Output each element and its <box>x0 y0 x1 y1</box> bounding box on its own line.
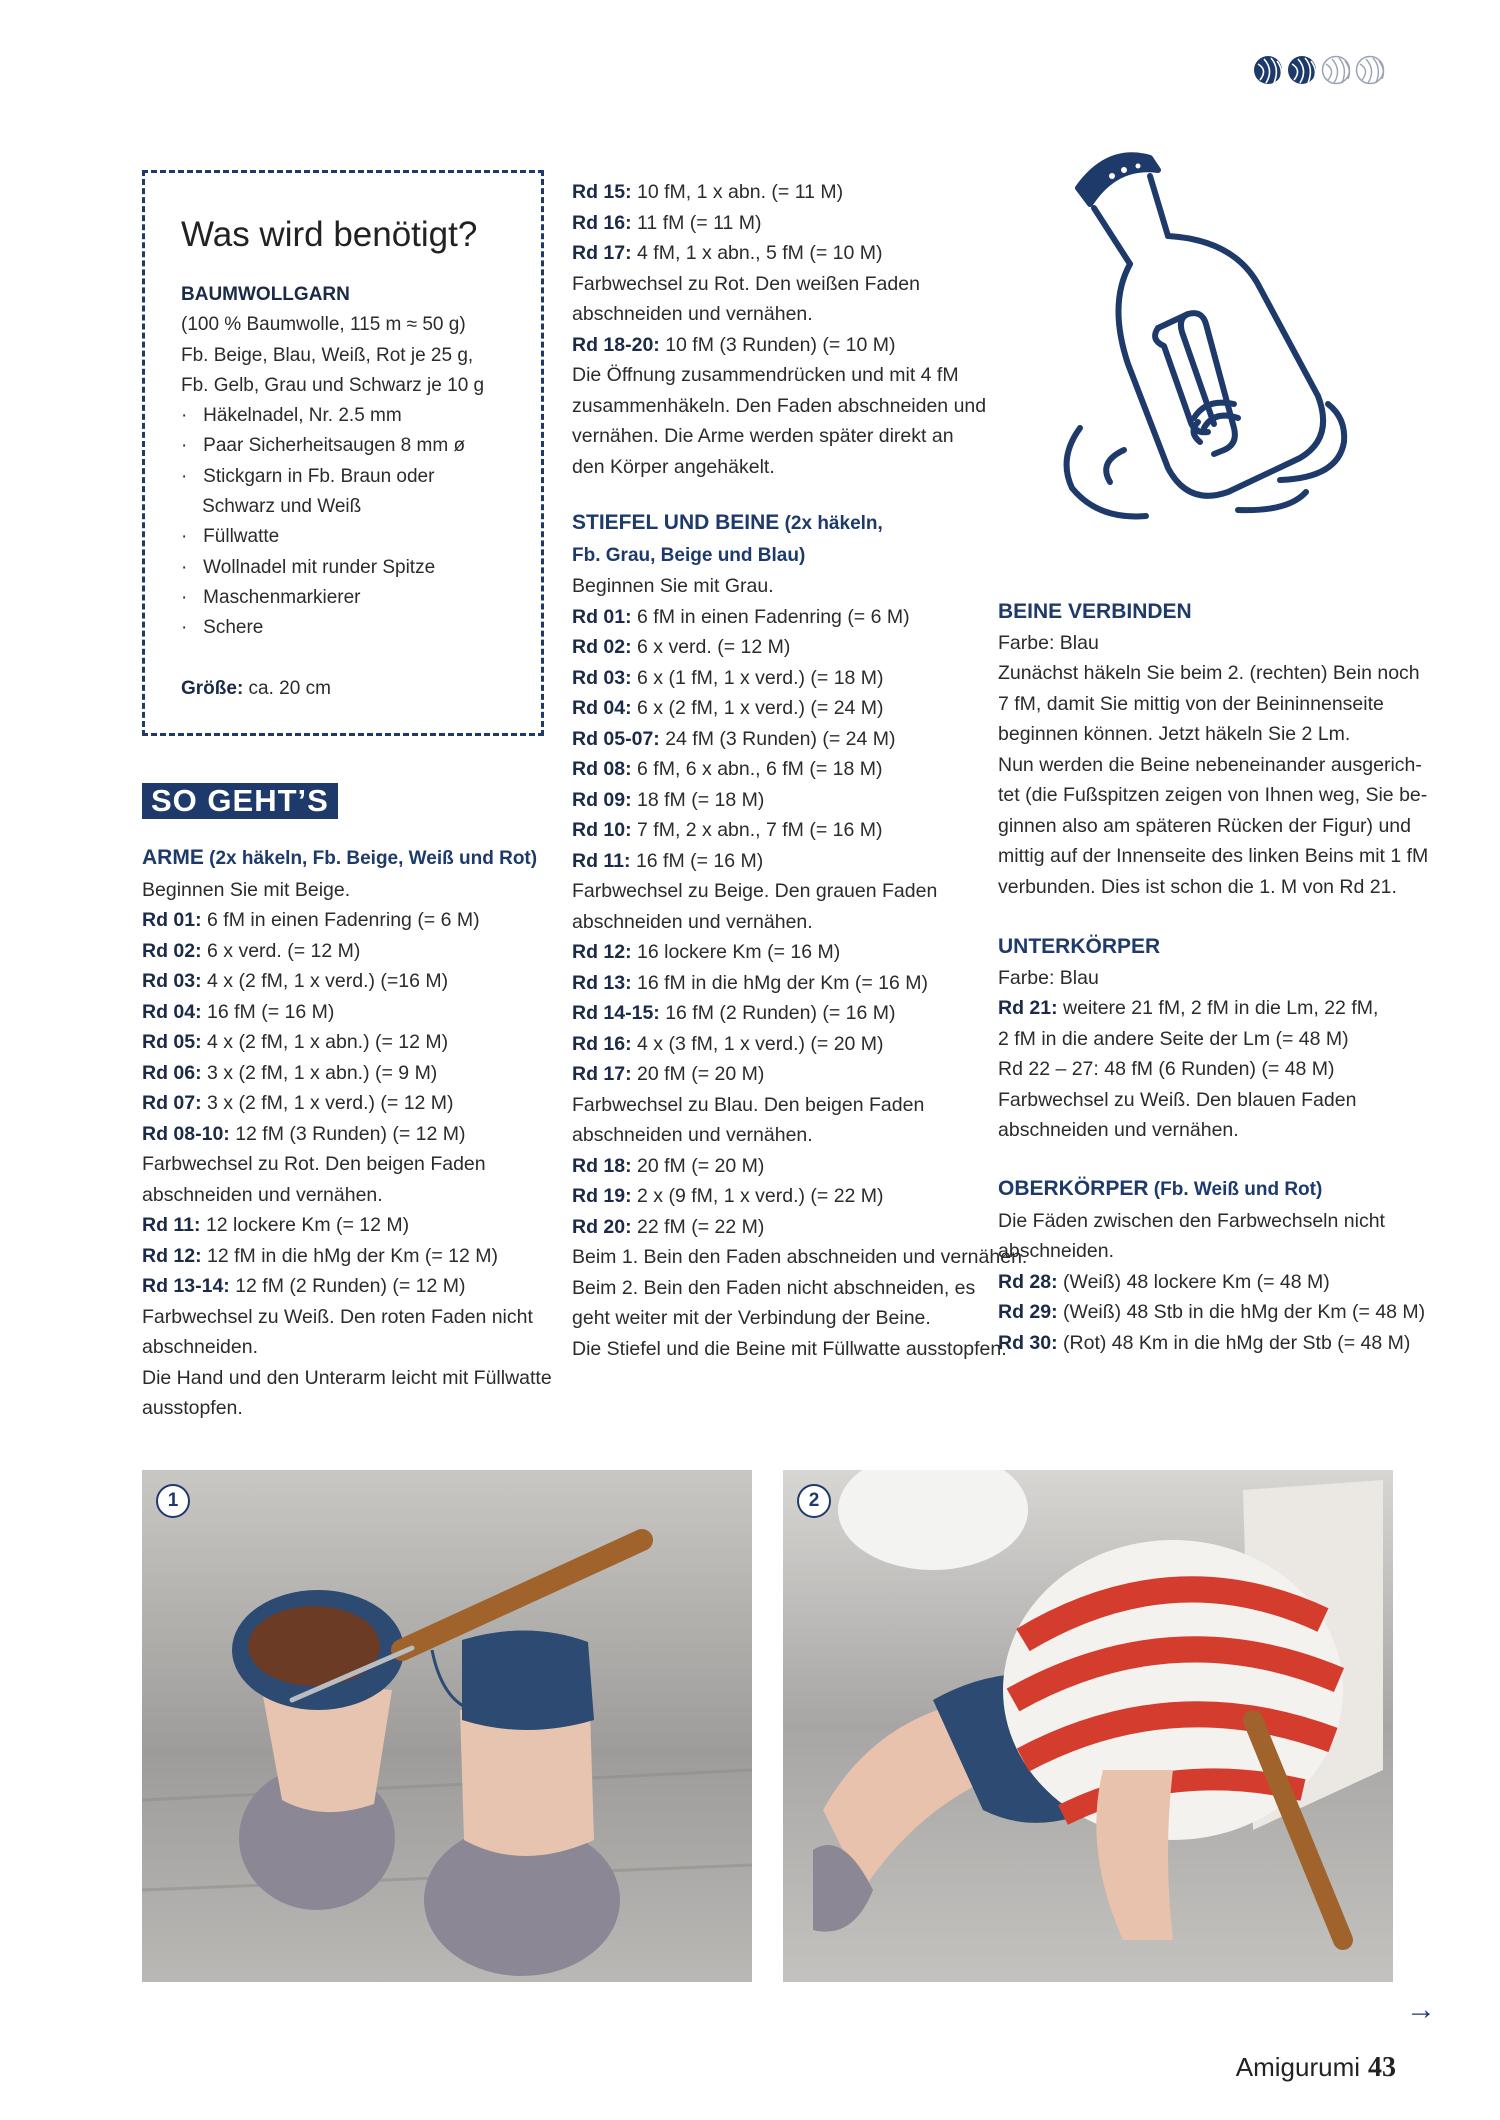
beine-verbinden-lines <box>998 628 1428 903</box>
pattern-line: abschneiden und vernähen. <box>572 910 813 933</box>
pattern-line: Die Hand und den Unterarm leicht mit Füllwatte <box>142 1366 552 1389</box>
materials-item: · Paar Sicherheitsaugen 8 mm ø <box>181 435 466 457</box>
materials-item: · Wollnadel mit runder Spitze <box>181 556 436 578</box>
pattern-line: Rd 19: 2 x (9 fM, 1 x verd.) (= 22 M) <box>572 1185 884 1207</box>
pattern-line: Rd 08: 6 fM, 6 x abn., 6 fM (= 18 M) <box>572 758 883 780</box>
pattern-line: mittig auf der Innenseite des linken Beins mit 1 fM <box>998 845 1429 867</box>
pattern-line: Die Öffnung zusammendrücken und mit 4 fM <box>572 364 959 386</box>
materials-item: · Schere <box>181 617 264 639</box>
pattern-line: Beginnen Sie mit Beige. <box>142 878 351 901</box>
pattern-line: zusammenhäkeln. Den Faden abschneiden und <box>572 394 987 417</box>
pattern-line: Farbe: Blau <box>998 966 1099 989</box>
page-footer <box>1236 2052 1396 2084</box>
materials-title: Was wird benötigt? <box>181 215 478 254</box>
pattern-line: Rd 11: 16 fM (= 16 M) <box>572 849 764 872</box>
oberkoerper-heading: OBERKÖRPER (Fb. Weiß und Rot) <box>998 1177 1323 1200</box>
pattern-line: Rd 20: 22 fM (= 22 M) <box>572 1215 765 1238</box>
materials-item: · Maschenmarkierer <box>181 586 361 608</box>
pattern-line: Rd 21: weitere 21 fM, 2 fM in die Lm, 22 fM, <box>998 997 1379 1019</box>
bottle-illustration <box>1038 128 1390 540</box>
beine-verbinden-section <box>998 597 1428 902</box>
pattern-line: abschneiden. <box>142 1336 259 1358</box>
pattern-line: Rd 29: (Weiß) 48 Stb in die hMg der Km (= 48 M) <box>998 1301 1426 1323</box>
pattern-line: abschneiden und vernähen. <box>998 1119 1239 1141</box>
pattern-line: Beim 2. Bein den Faden nicht abschneiden, es <box>572 1276 976 1299</box>
pattern-line: Farbwechsel zu Beige. Den grauen Faden <box>572 880 938 902</box>
pattern-line: Rd 07: 3 x (2 fM, 1 x verd.) (= 12 M) <box>142 1092 454 1114</box>
photo-badge-1: 1 <box>156 1484 190 1518</box>
pattern-line: Rd 08-10: 12 fM (3 Runden) (= 12 M) <box>142 1122 466 1145</box>
pattern-line: verbunden. Dies ist schon die 1. M von Rd 21. <box>998 875 1397 898</box>
pattern-line: Rd 28: (Weiß) 48 lockere Km (= 48 M) <box>998 1270 1330 1293</box>
difficulty-indicator <box>1252 54 1392 86</box>
pattern-line: Rd 16: 4 x (3 fM, 1 x verd.) (= 20 M) <box>572 1032 884 1055</box>
pattern-line: Beim 1. Bein den Faden abschneiden und vernähen. <box>572 1246 1028 1268</box>
pattern-line: beginnen können. Jetzt häkeln Sie 2 Lm. <box>998 723 1351 745</box>
pattern-line: Rd 03: 4 x (2 fM, 1 x verd.) (=16 M) <box>142 970 449 992</box>
materials-line: Fb. Beige, Blau, Weiß, Rot je 25 g, <box>181 344 474 366</box>
pattern-line: Rd 12: 12 fM in die hMg der Km (= 12 M) <box>142 1244 499 1267</box>
pattern-line: den Körper angehäkelt. <box>572 455 775 478</box>
so-gehts-heading: SO GEHT’S <box>142 783 338 819</box>
pattern-line: Rd 30: (Rot) 48 Km in die hMg der Stb (= 48 M) <box>998 1331 1411 1354</box>
pattern-line: Die Stiefel und die Beine mit Füllwatte ausstopfen. <box>572 1337 1007 1360</box>
stiefel-lines <box>572 571 1027 1364</box>
pattern-line: abschneiden. <box>998 1240 1115 1262</box>
pattern-line: Rd 13-14: 12 fM (2 Runden) (= 12 M) <box>142 1275 466 1297</box>
column-2-top <box>572 177 986 482</box>
materials-item: Schwarz und Weiß <box>202 496 362 518</box>
pattern-line: Rd 04: 16 fM (= 16 M) <box>142 1000 335 1023</box>
pattern-line: abschneiden und vernähen. <box>572 303 813 325</box>
pattern-line: Rd 02: 6 x verd. (= 12 M) <box>572 636 791 658</box>
photo-body <box>783 1470 1393 1982</box>
pattern-line: Rd 17: 4 fM, 1 x abn., 5 fM (= 10 M) <box>572 242 883 264</box>
pattern-line: Rd 05: 4 x (2 fM, 1 x abn.) (= 12 M) <box>142 1031 449 1053</box>
pattern-line: geht weiter mit der Verbindung der Beine. <box>572 1307 931 1329</box>
yarn-heading: BAUMWOLLGARN <box>181 284 350 305</box>
arme-section <box>142 843 552 1424</box>
pattern-line: Rd 17: 20 fM (= 20 M) <box>572 1063 765 1085</box>
next-page-arrow-icon[interactable]: → <box>1406 1993 1436 2026</box>
pattern-line: Farbwechsel zu Rot. Den beigen Faden <box>142 1153 486 1175</box>
materials-list <box>181 280 484 704</box>
magazine-name: Amigurumi <box>1235 2052 1360 2082</box>
materials-line: Fb. Gelb, Grau und Schwarz je 10 g <box>181 374 485 396</box>
photo-badge-2: 2 <box>797 1484 831 1518</box>
pattern-line: 7 fM, damit Sie mittig von der Beininnenseite <box>998 692 1384 715</box>
materials-box <box>142 170 544 736</box>
unterkoerper-section <box>998 932 1378 1146</box>
pattern-line: Beginnen Sie mit Grau. <box>572 575 774 597</box>
pattern-line: Farbwechsel zu Rot. Den weißen Faden <box>572 272 920 295</box>
arme-continued-lines <box>572 177 986 482</box>
pattern-line: Rd 10: 7 fM, 2 x abn., 7 fM (= 16 M) <box>572 819 883 841</box>
pattern-line: Rd 03: 6 x (1 fM, 1 x verd.) (= 18 M) <box>572 666 884 689</box>
pattern-line: Rd 06: 3 x (2 fM, 1 x abn.) (= 9 M) <box>142 1061 438 1084</box>
beine-verbinden-heading: BEINE VERBINDEN <box>998 600 1192 623</box>
pattern-line: Rd 18: 20 fM (= 20 M) <box>572 1154 765 1177</box>
pattern-line: abschneiden und vernähen. <box>142 1183 383 1206</box>
pattern-line: Rd 15: 10 fM, 1 x abn. (= 11 M) <box>572 181 844 203</box>
materials-item: · Stickgarn in Fb. Braun oder <box>181 465 435 487</box>
materials-item: · Füllwatte <box>181 526 280 548</box>
pattern-line: ausstopfen. <box>142 1397 243 1419</box>
pattern-line: Rd 18-20: 10 fM (3 Runden) (= 10 M) <box>572 333 896 356</box>
yarn-ball-icon <box>1254 56 1282 84</box>
stiefel-section <box>572 508 1027 1364</box>
page-number: 43 <box>1368 2052 1396 2083</box>
materials-item: · Häkelnadel, Nr. 2.5 mm <box>181 405 402 427</box>
pattern-line: Rd 22 – 27: 48 fM (6 Runden) (= 48 M) <box>998 1058 1335 1080</box>
yarn-ball-icon <box>1288 56 1316 84</box>
pattern-line: Rd 14-15: 16 fM (2 Runden) (= 16 M) <box>572 1002 896 1024</box>
pattern-line: ginnen also am späteren Rücken der Figur) und <box>998 814 1411 837</box>
arme-lines <box>142 875 552 1424</box>
materials-line: (100 % Baumwolle, 115 m ≈ 50 g) <box>181 314 466 336</box>
pattern-line: Farbwechsel zu Weiß. Den blauen Faden <box>998 1088 1357 1111</box>
pattern-line: Die Fäden zwischen den Farbwechseln nicht <box>998 1209 1385 1232</box>
pattern-line: Rd 11: 12 lockere Km (= 12 M) <box>142 1214 410 1236</box>
pattern-line: tet (die Fußspitzen zeigen von Ihnen weg, Sie be- <box>998 784 1428 806</box>
pattern-line: Zunächst häkeln Sie beim 2. (rechten) Bein noch <box>998 662 1420 684</box>
pattern-line: Rd 12: 16 lockere Km (= 16 M) <box>572 941 841 963</box>
pattern-line: Rd 16: 11 fM (= 11 M) <box>572 211 762 234</box>
oberkoerper-section <box>998 1174 1425 1358</box>
pattern-line: 2 fM in die andere Seite der Lm (= 48 M) <box>998 1027 1349 1050</box>
pattern-line: Farbwechsel zu Weiß. Den roten Faden nicht <box>142 1305 533 1328</box>
pattern-line: Rd 09: 18 fM (= 18 M) <box>572 788 765 811</box>
oberkoerper-lines <box>998 1206 1425 1359</box>
pattern-line: abschneiden und vernähen. <box>572 1124 813 1146</box>
unterkoerper-heading: UNTERKÖRPER <box>998 935 1161 958</box>
size-line: Größe: ca. 20 cm <box>181 677 331 699</box>
pattern-line: Rd 04: 6 x (2 fM, 1 x verd.) (= 24 M) <box>572 697 884 719</box>
yarn-ball-outline-icon <box>1323 57 1350 84</box>
stiefel-heading: STIEFEL UND BEINE (2x häkeln, <box>572 511 883 534</box>
pattern-line: Farbwechsel zu Blau. Den beigen Faden <box>572 1093 925 1116</box>
arme-heading: ARME (2x häkeln, Fb. Beige, Weiß und Rot) <box>142 846 538 869</box>
pattern-line: Farbe: Blau <box>998 631 1099 654</box>
unterkoerper-lines <box>998 963 1378 1146</box>
pattern-line: Rd 13: 16 fM in die hMg der Km (= 16 M) <box>572 971 929 994</box>
pattern-line: Rd 02: 6 x verd. (= 12 M) <box>142 939 361 962</box>
photo-boots <box>142 1470 752 1982</box>
stiefel-heading-sub: Fb. Grau, Beige und Blau) <box>572 544 806 566</box>
yarn-ball-outline-icon <box>1357 57 1384 84</box>
pattern-line: vernähen. Die Arme werden später direkt an <box>572 425 954 447</box>
pattern-line: Nun werden die Beine nebeneinander ausgerich- <box>998 753 1422 776</box>
pattern-line: Rd 01: 6 fM in einen Fadenring (= 6 M) <box>142 909 480 931</box>
pattern-line: Rd 01: 6 fM in einen Fadenring (= 6 M) <box>572 605 910 628</box>
pattern-line: Rd 05-07: 24 fM (3 Runden) (= 24 M) <box>572 727 896 750</box>
